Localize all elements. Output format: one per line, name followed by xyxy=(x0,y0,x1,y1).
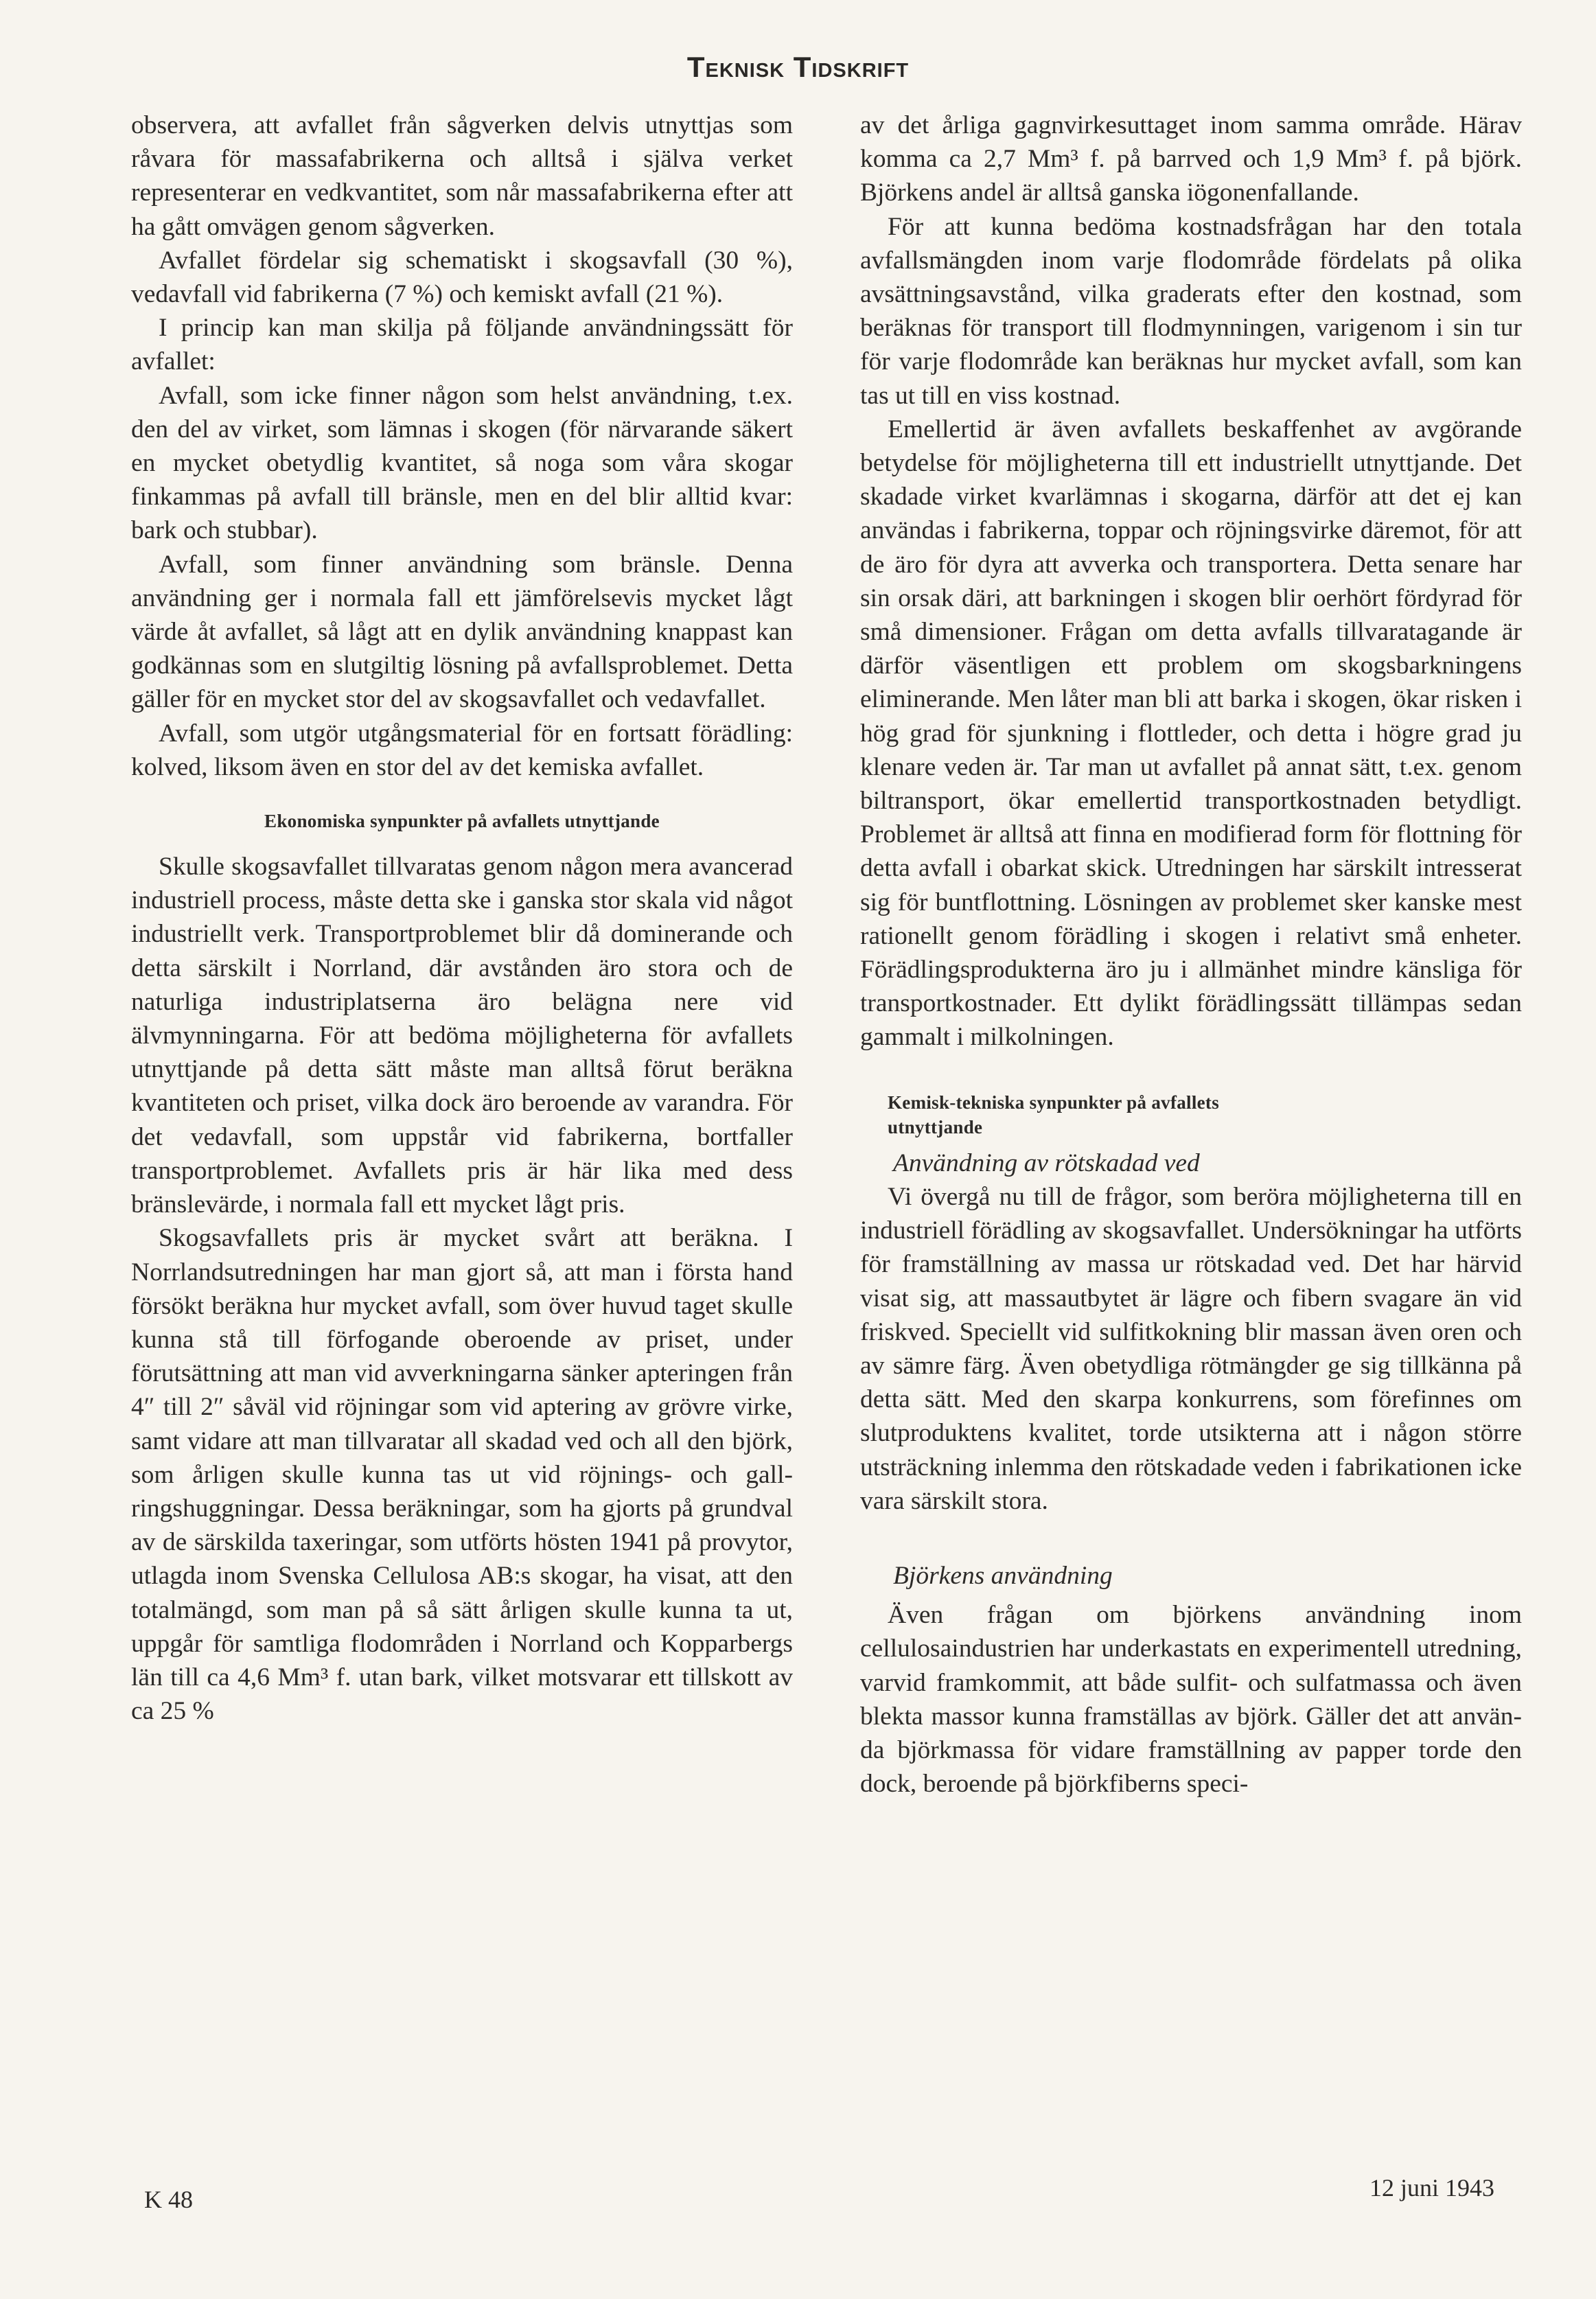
paragraph: Skulle skogsavfallet tillvaratas genom någon mera avancerad industriell process, måste detta ske i ganska stor skala vid något industriellt verk. Transportproblemet blir då dominerande och detta särskilt i Norrland, där avstånden äro stora och de naturliga industriplatserna äro belägna nere vid älvmynningarna. För att bedöma möjligheterna för avfallets utnyttjande på detta sätt måste man alltså förut beräkna kvantiteten och priset, vilka dock äro beroende av varandra. För det vedavfall, som uppstår vid fabrikerna, bortfaller transportproblemet. Avfallets pris är här lika med dess bränslevärde, i normala fall ett mycket lågt pris. xyxy=(131,853,793,1219)
section-heading: Ekonomiska synpunkter på avfallets utnyttjande xyxy=(264,811,660,832)
paragraph: Avfall, som utgör utgångsmaterial för en fortsatt förädling: kolved, liksom även en stor del av det kemiska avfallet. xyxy=(131,719,793,781)
paragraph: Avfall, som finner användning som bränsle. Denna användning ger i normala fall ett jämförelsevis mycket lågt värde åt avfallet, så lågt att en dylik användning knappast kan godkännas som en slutgiltig lösning på avfallsproblemet. Detta gäller för en mycket stor del av skogsavfallet och vedavfallet. xyxy=(131,550,793,714)
paragraph: observera, att avfallet från sågverken delvis utnyttjas som råvara för massafabrikerna och alltså i själva verket representerar en vedkvantitet, som når massafabrikerna efter att ha gått omvägen genom sågverken. xyxy=(131,111,793,241)
paragraph: Avfallet fördelar sig schematiskt i skogsavfall (30 %), vedavfall vid fabrikerna (7 %) och kemiskt avfall (21 %). xyxy=(131,246,793,309)
paragraph: Emellertid är även avfallets beskaffenhet av avgörande betydelse för möjligheterna till ett industriellt utnyttjande. Det skadade virket kvarlämnas i skogarna, därför att det ej kan användas i fabrikerna, toppar och röjningsvirke däremot, för att de äro för dyra att avverka och transportera. Detta senare har sin orsak däri, att barkningen i skogen blir oerhört fördyrad för små dimensioner. Frågan om detta avfalls tillvaratagande är därför väsentligen ett problem om skogsbarkningens eliminerande. Men låter man bli att barka i skogen, ökar risken i hög grad för sjunkning i flottleder, och detta i högre grad ju klenare veden är. Tar man ut avfallet på annat sätt, t.ex. genom biltransport, ökar emellertid transportkostnaden betydligt. Problemet är alltså att finna en modifierad form för flottning för detta avfall i obarkat skick. Utredningen har särskilt intresserat sig för buntflottning. Lösningen av problemet sker kanske mest rationellt genom förädling i skogen i relativt små enheter. Förädlingsprodukterna äro ju i allmänhet mindre känsliga för transportkostnader. Ett dylikt förädlingssätt tillämpas sedan gammalt i milkolningen. xyxy=(860,415,1522,1052)
paragraph: Skogsavfallets pris är mycket svårt att beräkna. I Norrlandsutredningen har man gjort så, att man i första hand försökt beräkna hur mycket avfall, som över huvud taget skulle kunna stå till förfogande oberoende av priset, under förutsättning att man vid avverkningarna sänker apteringen från 4″ till 2″ såväl vid röjningar som vid aptering av grövre virke, samt vidare att man tillvaratar all skadad ved och all den björk, som årligen skulle kunna tas ut vid röjnings- och gallringshuggningar. Dessa beräkningar, som ha gjorts på grundval av de särskilda taxeringar, som utförts hösten 1941 på provytor, utlagda inom Svenska Cellulosa AB:s skogar, ha visat, att den totalmängd, som man på så sätt årligen skulle kunna ta ut, uppgår för samtliga flodområden i Norrland och Kopparbergs län till ca 4,6 Mm³ f. utan bark, vilket motsvarar ett tillskott av ca 25 % xyxy=(131,1224,793,1726)
paragraph: Avfall, som icke finner någon som helst användning, t.ex. den del av virket, som lämnas i skogen (för närvarande säkert en mycket obetydlig kvantitet, så noga som våra skogar finkammas på avfall till bränsle, men en del blir alltid kvar: bark och stubbar). xyxy=(131,381,793,545)
section-heading: Kemisk-tekniska synpunkter på avfallets utnyttjande xyxy=(888,1091,1220,1137)
paragraph: För att kunna bedöma kostnadsfrågan har den totala avfallsmängden inom varje flodområde fördelats på olika avsättningsavstånd, vilka graderats efter den kostnad, som beräknas för transport till flodmynningen, varigenom i sin tur för varje flodområde kan beräknas hur mycket avfall, som kan tas ut till en viss kostnad. xyxy=(860,212,1522,410)
paragraph: Vi övergå nu till de frågor, som beröra möjligheterna till en industriell förädling av skogsavfallet. Undersökningar ha utförts för framställning av massa ur rötskadad ved. Det har härvid visat sig, att massautbytet är lägre och fibern svagare än vid friskved. Speciellt vid sulfitkokning blir massan även oren och av sämre färg. Även obetydliga rötmängder ge sig tillkänna på detta sätt. Med den skarpa konkurrens, som förefinnes om slutproduktens kvalitet, torde utsikterna att i någon större utsträckning inlemma den rötskadade veden i fabrikationen icke vara särskilt stora. xyxy=(860,1182,1522,1515)
left-column xyxy=(131,108,793,1728)
subsection-heading: Björkens användning xyxy=(893,1561,1113,1590)
issue-date: 12 juni 1943 xyxy=(1369,2174,1494,2202)
paragraph: Även frågan om björkens användning inom cellulosaindustrien har underkastats en experimentell utredning, varvid framkommit, att både sulfit- och sulfatmassa och även blekta massor kunna framställas av björk. Gäller det att använda björkmassa för vidare framställning av papper torde den dock, beroende på björkfiberns speci- xyxy=(860,1601,1522,1799)
paragraph: I princip kan man skilja på följande användningssätt för avfallet: xyxy=(131,314,793,376)
subsection-heading: Användning av rötskadad ved xyxy=(893,1148,1200,1177)
paragraph: av det årliga gagnvirkesuttaget inom samma område. Härav komma ca 2,7 Mm³ f. på barrved och 1,9 Mm³ f. på björk. Björkens andel är alltså ganska iögonenfallande. xyxy=(860,111,1522,207)
running-header: Teknisk Tidskrift xyxy=(686,51,910,83)
right-column xyxy=(860,108,1522,1801)
page-number: K 48 xyxy=(144,2186,193,2213)
